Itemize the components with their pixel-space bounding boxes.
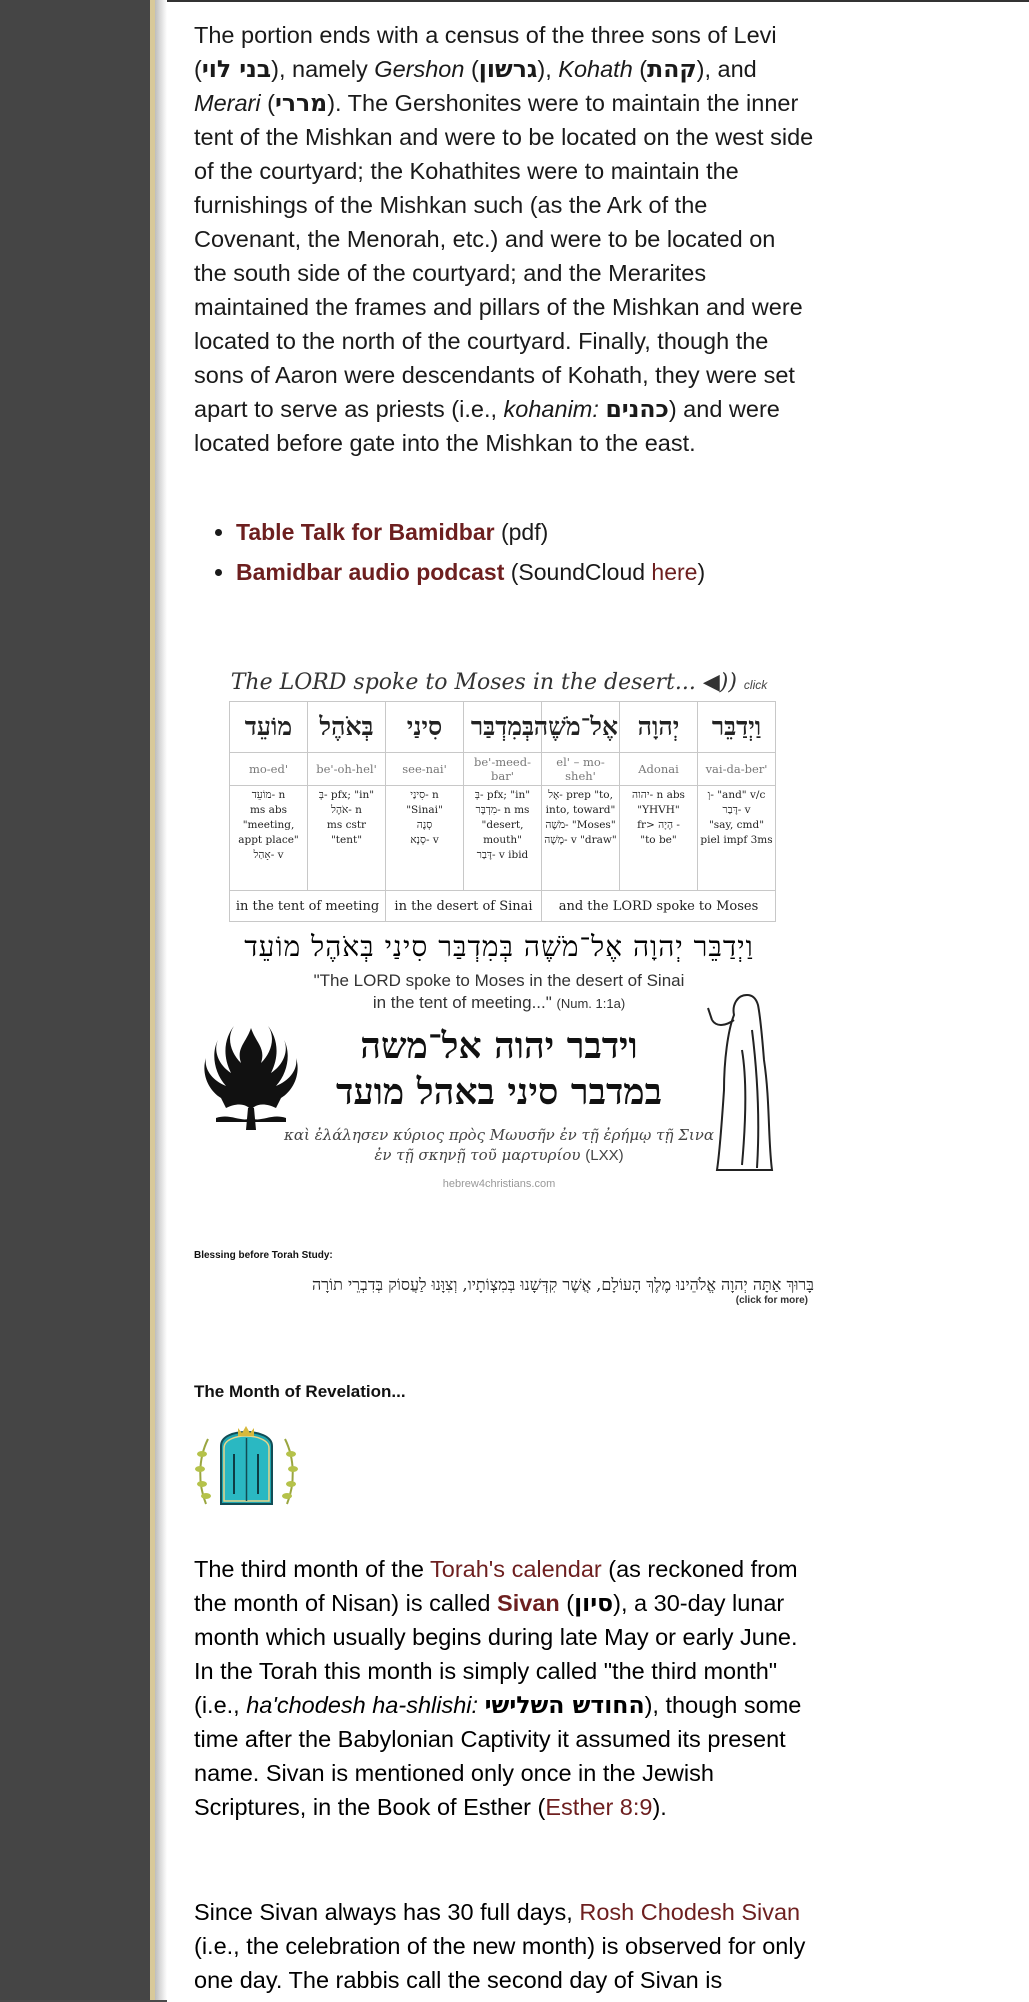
rosh-chodesh-paragraph <box>194 1895 814 1997</box>
hebrew-text: סיון <box>574 1589 614 1617</box>
gloss-line: "to be" <box>640 834 677 846</box>
hebrew-word: יְהוָה <box>620 702 698 753</box>
greek-line: καὶ ἐλάλησεν κύριος πρὸς Μωυσῆν ἐν τῇ ἐρήμῳ τῇ Σινα <box>284 1126 714 1144</box>
gloss-line: מוֹעֵד- n <box>251 789 286 801</box>
transliteration: vai-da-ber' <box>698 753 776 786</box>
text: ), namely <box>271 56 375 82</box>
gloss-line: אֹהֶל- n <box>331 804 362 816</box>
sivan-link[interactable]: Sivan <box>497 1590 560 1616</box>
gloss-line: דָּבַר- v <box>722 804 751 816</box>
gloss-line: into, toward" <box>545 804 616 816</box>
left-sidebar <box>0 0 150 2000</box>
gloss-line: מִדְבָּר- n ms <box>475 804 530 816</box>
text: ). <box>652 1794 667 1820</box>
gloss-line: דָּבַר- v ibid <box>476 849 529 861</box>
intro-paragraph <box>194 18 814 460</box>
transliteration: be'-meed-bar' <box>464 753 542 786</box>
transliteration: mo-ed' <box>230 753 308 786</box>
transliteration: see-nai' <box>386 753 464 786</box>
table-row <box>230 702 776 753</box>
blessing-section[interactable] <box>194 1250 814 1306</box>
italic-term: Kohath <box>558 56 633 82</box>
text: ( <box>632 56 648 82</box>
gloss-line: "Sinai" <box>406 804 443 816</box>
gloss-line: בְּ- pfx; "in" <box>318 789 375 801</box>
sivan-tablet-icon <box>194 1424 299 1510</box>
month-heading: The Month of Revelation... <box>194 1382 406 1401</box>
word-analysis-table <box>229 701 776 922</box>
list-item <box>236 512 814 552</box>
transliteration: el' – mo-sheh' <box>542 753 620 786</box>
gloss-line: סְנֶה <box>416 819 433 831</box>
list-item <box>236 552 814 592</box>
verse-card <box>194 970 804 1210</box>
table-row <box>230 786 776 891</box>
text: (pdf) <box>494 519 549 545</box>
transliteration: be'-oh-hel' <box>308 753 386 786</box>
gloss-line: ms cstr <box>326 819 367 831</box>
lxx-label: (LXX) <box>585 1147 624 1164</box>
gloss-line: "meeting, <box>242 819 295 831</box>
gloss-line: מָשָׁה- v "draw" <box>544 834 617 846</box>
hebrew-word: וַיְדַבֵּר <box>698 702 776 753</box>
hebrew-verse-line: וַיְדַבֵּר יְהוָה אֶל־מֹשֶׁה בְּמִדְבַּר סִינַי בְּאֹהֶל מוֹעֵד <box>244 930 754 963</box>
hebrew-line: במדבר סיני באהל מועד <box>336 1071 662 1113</box>
transliteration: Adonai <box>620 753 698 786</box>
table-talk-link[interactable]: Table Talk for Bamidbar <box>236 519 495 545</box>
hebrew-text: קהת <box>647 55 697 83</box>
gloss-line: מֹשֶׁה- "Moses" <box>545 819 616 831</box>
text: ), a 30-day lunar month which usually begins during late May or early June. In the Torah this month is simply called "the third month" (i.e., <box>194 1590 798 1718</box>
gloss-line: "tent" <box>330 834 363 846</box>
torah-calendar-link[interactable]: Torah's calendar <box>430 1556 602 1582</box>
rosh-chodesh-section <box>194 1895 814 1997</box>
rosh-chodesh-link[interactable]: Rosh Chodesh Sivan <box>579 1899 801 1925</box>
gloss-cell <box>464 786 542 891</box>
hebrew-word: בְּמִדְבַּר <box>464 702 542 753</box>
speaker-icon[interactable]: ◀)) <box>702 670 737 695</box>
click-for-more-link[interactable]: (click for more) <box>735 1295 808 1306</box>
text: ), though some time after the Babylonian Captivity it assumed its present name. Sivan is mentioned only once in the Jewish Scriptures, in the Book of Esther ( <box>194 1692 802 1820</box>
gloss-line: אָהַל- v <box>253 849 284 861</box>
italic-term: ha'chodesh ha-shlishi: <box>246 1692 479 1718</box>
text: ), and <box>696 56 757 82</box>
italic-term: kohanim: <box>503 396 599 422</box>
hebrew-text: כהנים <box>605 395 669 423</box>
blessing-hebrew: בָּרוּךְ אַתָּה יְהוָה אֱלֹהֵינוּ מֶלֶךְ הָעוֹלָם, אֲשֶׁר קִדְּשָׁנוּ בְּמִצְוֹתָיו, וְצִוָּנוּ לַעֲסוֹק בְּדִבְרֵי תוֹרָה <box>311 1275 814 1294</box>
moses-figure-icon <box>702 990 782 1175</box>
hebrew-text: החודש השלישי <box>484 1691 645 1719</box>
italic-term: Gershon <box>374 56 465 82</box>
gloss-line: "YHVH" <box>637 804 680 816</box>
english-phrase: in the tent of meeting <box>230 891 386 922</box>
audio-podcast-link[interactable]: Bamidbar audio podcast <box>236 559 505 585</box>
hebrew-text: מררי <box>274 89 328 117</box>
gloss-line: יהוה- n abs <box>632 789 685 801</box>
quote-line: "The LORD spoke to Moses in the desert of Sinai <box>313 971 685 990</box>
gloss-line: fr> הָיָה - <box>637 819 680 831</box>
sivan-paragraph <box>194 1552 814 1824</box>
soundcloud-here-link[interactable]: here <box>651 559 698 585</box>
blessing-label: Blessing before Torah Study: <box>194 1250 333 1261</box>
gloss-cell <box>542 786 620 891</box>
text: ( <box>559 1590 575 1616</box>
hebrew-word: סִינַי <box>386 702 464 753</box>
gloss-cell <box>386 786 464 891</box>
text: ) <box>697 559 706 585</box>
hebrew-word: אֶל־מֹשֶׁה <box>542 702 620 753</box>
gloss-cell <box>308 786 386 891</box>
gloss-line: אֶל- prep "to, <box>548 789 613 801</box>
esther-link[interactable]: Esther 8:9 <box>545 1794 653 1820</box>
intro-section <box>194 18 814 592</box>
gloss-line: סִינַי- n <box>410 789 439 801</box>
gloss-cell <box>230 786 308 891</box>
text: (SoundCloud <box>504 559 652 585</box>
hebrew-word: מוֹעֵד <box>230 702 308 753</box>
text: The portion ends with a census of the three sons of Levi ( <box>194 22 777 82</box>
burning-bush-icon <box>196 1018 306 1138</box>
gloss-cell <box>620 786 698 891</box>
text: ). The Gershonites were to maintain the inner tent of the Mishkan and were to be located on the west side of the courtyard; the Kohathites were to maintain the furnishings of the Mishkan such (as the Ark of the Covenant, the Menorah, etc.) and were to be located on the south side of the courtyard; and the Merarites maintained the frames and pillars of the Mishkan and were located to the north of the courtyard. Finally, though the sons of Aaron were descendants of Kohath, they were set apart to serve as priests (i.e., <box>194 90 814 422</box>
content-area <box>167 0 1029 2002</box>
gloss-line: "desert, mouth" <box>481 819 524 846</box>
text: (as reckoned from the month of Nisan) is called <box>194 1556 798 1616</box>
gloss-cell <box>698 786 776 891</box>
gloss-line: "say, cmd" <box>708 819 765 831</box>
verse-image[interactable] <box>194 670 804 1210</box>
sidebar-shadow <box>155 0 167 2000</box>
gloss-line: סְנָא- v <box>410 834 439 846</box>
quote-line: in the tent of meeting..." <box>372 993 552 1012</box>
gloss-line: וְ- "and" v/c <box>707 789 766 801</box>
table-row <box>230 891 776 922</box>
text: ), <box>537 56 559 82</box>
hebrew-text: גרשון <box>478 55 538 83</box>
text: Since Sivan always has 30 full days, <box>194 1899 580 1925</box>
english-phrase: and the LORD spoke to Moses <box>542 891 776 922</box>
english-phrase: in the desert of Sinai <box>386 891 542 922</box>
italic-term: Merari <box>194 90 261 116</box>
table-row <box>230 753 776 786</box>
text: ( <box>260 90 275 116</box>
gloss-line: piel impf 3ms <box>700 834 773 846</box>
greek-line: ἐν τῇ σκηνῇ τοῦ μαρτυρίου <box>374 1146 581 1164</box>
gloss-line: ms abs <box>249 804 288 816</box>
verse-title <box>194 670 804 695</box>
hebrew-word: בְּאֹהֶל <box>308 702 386 753</box>
click-label[interactable]: click <box>743 678 768 692</box>
scripture-reference: (Num. 1:1a) <box>556 996 626 1011</box>
hebrew-text: בני לוי <box>201 55 272 83</box>
text: ( <box>464 56 479 82</box>
gloss-line: בְּ- pfx; "in" <box>474 789 531 801</box>
site-watermark: hebrew4christians.com <box>442 1178 556 1190</box>
verse-title-text: The LORD spoke to Moses in the desert... <box>230 670 696 695</box>
text: ) and were located before gate into the Mishkan to the east. <box>194 396 780 456</box>
text: The third month of the <box>194 1556 431 1582</box>
sivan-section <box>194 1552 814 1824</box>
resource-links <box>194 512 814 592</box>
text: (i.e., the celebration of the new month) is observed for only one day. The rabbis call the second day of Sivan is <box>194 1933 806 1993</box>
hebrew-line: וידבר יהוה אל־משה <box>360 1025 638 1067</box>
gloss-line: appt place" <box>238 834 299 846</box>
